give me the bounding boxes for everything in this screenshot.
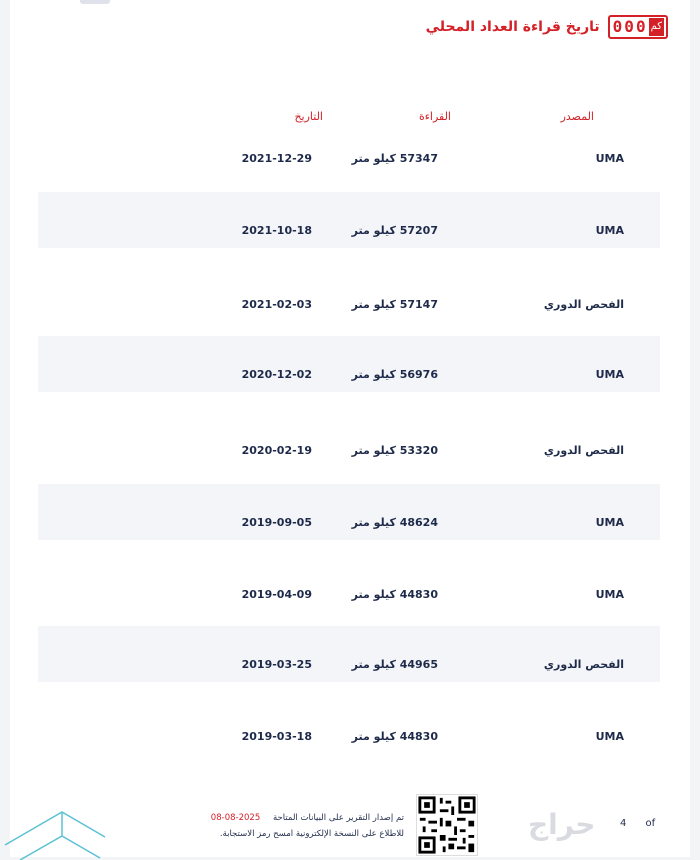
- cell-date: 2020-12-02: [241, 368, 312, 381]
- column-header-date: التاريخ: [294, 110, 323, 123]
- footer-note: [211, 810, 404, 842]
- page-number: [620, 818, 655, 829]
- cell-reading: 44830 كيلو متر: [351, 588, 438, 601]
- cell-reading: 57207 كيلو متر: [351, 224, 438, 237]
- odometer-history-table: [38, 106, 660, 772]
- odometer-icon: [608, 15, 668, 39]
- odometer-digit: 0: [612, 17, 623, 36]
- cell-date: 2021-12-29: [241, 152, 312, 165]
- cell-source: UMA: [595, 588, 624, 601]
- cell-date: 2021-10-18: [241, 224, 312, 237]
- table-row: [38, 412, 660, 468]
- page-of-label: of: [645, 818, 656, 829]
- cell-reading: 53320 كيلو متر: [351, 444, 438, 457]
- cell-source: UMA: [595, 368, 624, 381]
- scan-line: للاطلاع على النسخة الإلكترونية امسح رمز الاستجابة.: [219, 829, 404, 839]
- table-row: [38, 484, 660, 540]
- table-row: [38, 336, 660, 392]
- cell-reading: 57347 كيلو متر: [351, 152, 438, 165]
- column-header-reading: القراءة: [418, 110, 451, 123]
- cell-source: الفحص الدوري: [543, 444, 624, 457]
- issued-line: تم إصدار التقرير على البيانات المتاحة: [272, 813, 404, 823]
- cell-source: UMA: [595, 516, 624, 529]
- decorative-logo-icon: [0, 790, 110, 860]
- cell-date: 2019-03-18: [241, 730, 312, 743]
- cell-date: 2021-02-03: [241, 298, 312, 311]
- table-row: [38, 698, 660, 754]
- cell-reading: 44965 كيلو متر: [351, 658, 438, 671]
- report-page: [10, 0, 690, 857]
- cell-reading: 48624 كيلو متر: [351, 516, 438, 529]
- section-header: [426, 14, 668, 40]
- cell-source: الفحص الدوري: [543, 658, 624, 671]
- section-title: تاريخ قراءة العداد المحلي: [425, 19, 600, 35]
- column-header-source: المصدر: [560, 110, 594, 123]
- cell-reading: 57147 كيلو متر: [351, 298, 438, 311]
- odometer-unit: كم: [649, 18, 664, 36]
- cell-date: 2020-02-19: [241, 444, 312, 457]
- issued-date: 2025-08-08: [210, 813, 261, 823]
- table-row: [38, 192, 660, 248]
- cell-reading: 56976 كيلو متر: [351, 368, 438, 381]
- table-row: [38, 266, 660, 322]
- page-number-value: 4: [620, 818, 627, 829]
- cell-source: UMA: [595, 730, 624, 743]
- cell-source: UMA: [595, 224, 624, 237]
- cell-source: UMA: [595, 152, 624, 165]
- odometer-digit: 0: [624, 17, 634, 36]
- cell-source: الفحص الدوري: [543, 298, 624, 311]
- table-row: [38, 626, 660, 682]
- page-footer: [0, 780, 700, 857]
- table-header: [38, 106, 660, 128]
- cell-reading: 44830 كيلو متر: [351, 730, 438, 743]
- table-row: [38, 556, 660, 612]
- cell-date: 2019-03-25: [241, 658, 312, 671]
- cell-date: 2019-09-05: [241, 516, 312, 529]
- page-top-mark: [80, 0, 110, 4]
- cell-date: 2019-04-09: [241, 588, 312, 601]
- qr-code-icon[interactable]: [416, 794, 478, 856]
- odometer-digit: 0: [635, 17, 646, 36]
- watermark-logo: حراج: [528, 808, 596, 841]
